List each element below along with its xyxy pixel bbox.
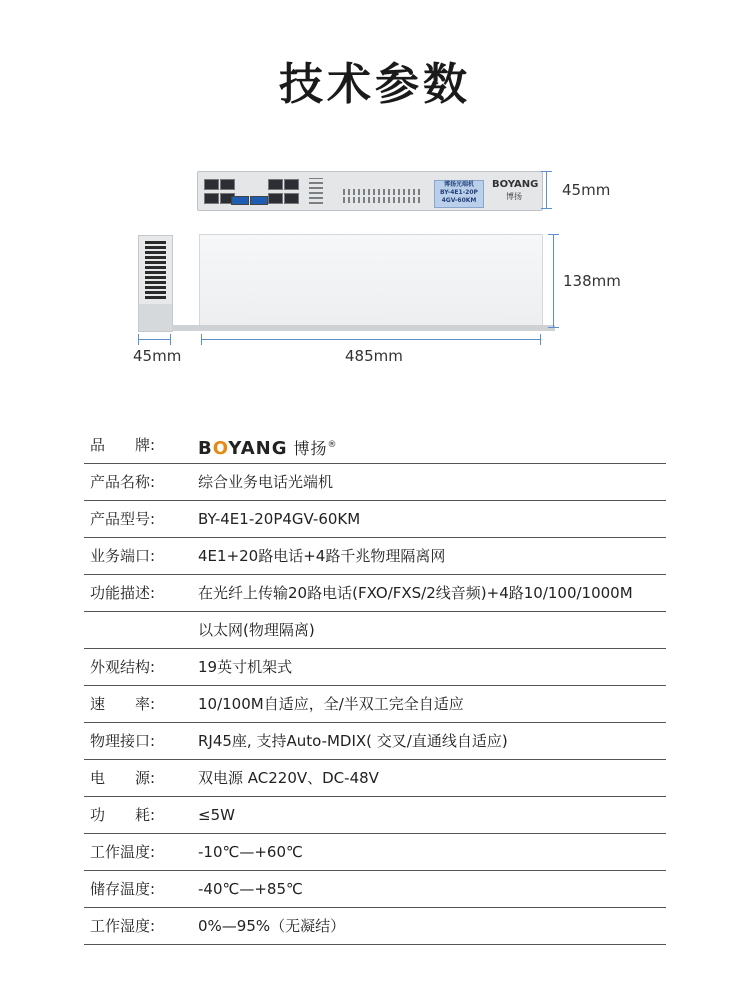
rj45-port [284,179,299,190]
dimension-tick [541,171,552,172]
spec-row [84,686,666,723]
rj45-port [220,179,235,190]
front-vent [343,189,423,195]
spec-key: 外观结构: [90,658,156,676]
device-top-base [172,325,555,331]
device-front-panel [197,171,543,211]
dimension-tick [201,334,202,345]
spec-key: 功 耗: [90,806,156,824]
rack-ear [139,304,172,331]
spec-value: 0%—95%（无凝结） [198,917,346,935]
spec-value: 在光纤上传输20路电话(FXO/FXS/2线音频)+4路10/100/1000M [198,584,633,602]
spec-value: 综合业务电话光端机 [198,473,334,491]
spec-table [84,427,666,945]
sticker-text: 博扬光端机 [443,181,474,188]
dimension-tick [548,234,559,235]
spec-value: 10/100M自适应，全/半双工完全自适应 [198,695,464,713]
spec-value: -40℃—+85℃ [198,880,303,898]
side-vent [145,241,166,299]
device-top-view [199,234,543,330]
spec-row [84,501,666,538]
spec-key: 物理接口: [90,732,156,750]
logo-letter-o: O [212,438,229,459]
status-leds [309,178,323,204]
spec-key: 业务端口: [90,547,156,565]
dimension-tick [541,208,552,209]
logo-letters: YANG [228,438,288,459]
device-brand [492,179,539,203]
spec-value: 19英寸机架式 [198,658,293,676]
dimension-height: 45mm [562,181,611,199]
spec-value: BY-4E1-20P4GV-60KM [198,510,361,528]
rj45-port [204,193,219,204]
sfp-port [250,196,268,205]
rj45-port [204,179,219,190]
spec-key: 储存温度: [90,880,156,898]
spec-key: 工作温度: [90,843,156,861]
front-vent [343,197,423,203]
device-brand-cn: 博扬 [506,192,522,201]
spec-key: 产品型号: [90,510,156,528]
dimension-line [546,171,547,209]
sfp-port [231,196,249,205]
spec-row [84,871,666,908]
spec-row [84,464,666,501]
spec-value: 4E1+20路电话+4路千兆物理隔离网 [198,547,446,565]
dimension-line [138,339,171,340]
registered-mark: ® [327,440,338,450]
spec-key: 电 源: [90,769,156,787]
spec-key: 工作湿度: [90,917,156,935]
sticker-text: 4GV-60KM [441,197,477,204]
spec-row [84,834,666,871]
spec-key: 产品名称: [90,473,156,491]
device-side-view [138,235,173,332]
spec-row [84,649,666,686]
dimension-depth: 138mm [563,272,621,290]
dimension-line [201,339,541,340]
dimension-tick [540,334,541,345]
spec-value: -10℃—+60℃ [198,843,303,861]
spec-row [84,908,666,945]
device-sticker [434,180,484,208]
spec-row [84,723,666,760]
dimension-width: 485mm [345,347,403,365]
dimension-tick [170,334,171,345]
spec-key: 功能描述: [90,584,156,602]
spec-row [84,797,666,834]
dimension-tick [138,334,139,345]
logo-letter: B [198,438,213,459]
dimension-line [553,234,554,328]
device-brand-text: BOYANG [492,179,539,190]
spec-key: 速 率: [90,695,156,713]
spec-key: 品 牌: [90,436,156,454]
spec-value: RJ45座, 支持Auto-MDIX( 交叉/直通线自适应) [198,732,508,750]
dimension-tick [548,327,559,328]
spec-row [84,538,666,575]
brand-logo [198,427,666,467]
spec-value: 以太网(物理隔离) [198,621,315,639]
spec-row [84,612,666,649]
spec-row-brand [84,427,666,464]
rj45-port [268,179,283,190]
spec-value: ≤5W [198,806,235,824]
rj45-port [284,193,299,204]
spec-value: 双电源 AC220V、DC-48V [198,769,379,787]
sticker-text: BY-4E1-20P [440,189,478,196]
spec-row [84,760,666,797]
dimension-side-width: 45mm [133,347,182,365]
rj45-port [268,193,283,204]
logo-cn: 博扬 [293,439,328,458]
page-title: 技术参数 [279,59,471,110]
spec-row [84,575,666,612]
